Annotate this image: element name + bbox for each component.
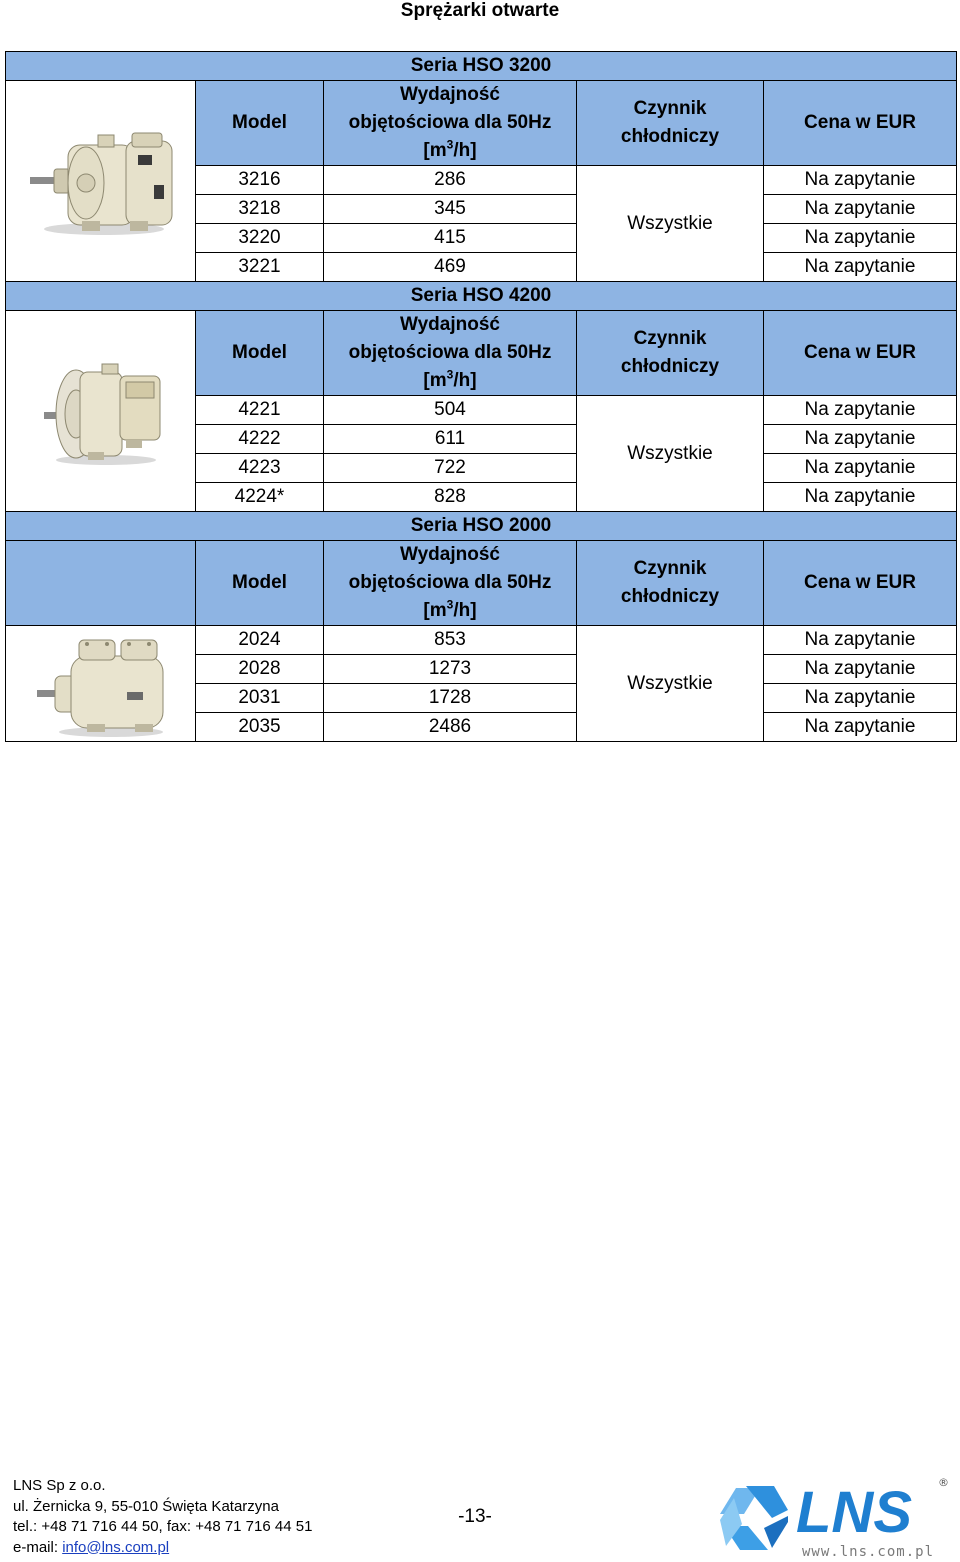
lns-aperture-logo-icon <box>720 1486 788 1550</box>
series-row <box>6 52 957 81</box>
company-phone: tel.: +48 71 716 44 50, fax: +48 71 716 44 51 <box>13 1518 313 1535</box>
table-row <box>6 626 957 655</box>
column-header-refrigerant <box>577 311 764 396</box>
logo-url: www.lns.com.pl <box>802 1544 935 1560</box>
capacity-unit-superscript: 3 <box>446 597 454 612</box>
capacity-label-line2: objętościowa dla 50Hz <box>348 572 552 593</box>
capacity-label-line2: objętościowa dla 50Hz <box>348 342 552 363</box>
price-cell: Na zapytanie <box>764 195 957 224</box>
price-cell: Na zapytanie <box>764 713 957 742</box>
footer-contact <box>13 1476 312 1558</box>
compressor-hso4200-icon <box>36 356 166 466</box>
price-cell: Na zapytanie <box>764 425 957 454</box>
email-link[interactable]: info@lns.com.pl <box>62 1538 170 1556</box>
model-cell: 4222 <box>196 425 324 454</box>
product-image-cell <box>6 81 196 282</box>
price-cell: Na zapytanie <box>764 396 957 425</box>
price-cell: Na zapytanie <box>764 166 957 195</box>
refrigerant-label-line2: chłodniczy <box>620 356 720 377</box>
refrigerant-label-line1: Czynnik <box>633 328 707 349</box>
capacity-cell: 828 <box>324 483 577 512</box>
capacity-cell: 1728 <box>324 684 577 713</box>
refrigerant-cell: Wszystkie <box>577 396 764 512</box>
product-image-cell <box>6 311 196 512</box>
capacity-unit-close: /h] <box>453 370 477 391</box>
price-cell: Na zapytanie <box>764 655 957 684</box>
logo-text: LNS <box>796 1480 912 1545</box>
column-header-capacity <box>324 311 577 396</box>
capacity-unit-close: /h] <box>453 600 477 621</box>
column-header-model: Model <box>196 541 324 626</box>
refrigerant-label-line1: Czynnik <box>633 98 707 119</box>
capacity-unit-superscript: 3 <box>446 137 454 152</box>
model-cell: 4221 <box>196 396 324 425</box>
column-header-price: Cena w EUR <box>764 81 957 166</box>
lns-logo <box>716 1474 952 1560</box>
model-cell: 2024 <box>196 626 324 655</box>
capacity-cell: 345 <box>324 195 577 224</box>
series-title: Seria HSO 4200 <box>6 282 957 311</box>
price-cell: Na zapytanie <box>764 684 957 713</box>
column-header-model: Model <box>196 311 324 396</box>
compressor-hso2000-icon <box>31 630 171 738</box>
capacity-unit-close: /h] <box>453 140 477 161</box>
model-cell: 3221 <box>196 253 324 282</box>
refrigerant-cell: Wszystkie <box>577 626 764 742</box>
column-header-price: Cena w EUR <box>764 311 957 396</box>
series-row <box>6 512 957 541</box>
model-cell: 2028 <box>196 655 324 684</box>
capacity-cell: 2486 <box>324 713 577 742</box>
series-title: Seria HSO 2000 <box>6 512 957 541</box>
model-cell: 3216 <box>196 166 324 195</box>
column-header-refrigerant <box>577 541 764 626</box>
refrigerant-cell: Wszystkie <box>577 166 764 282</box>
image-header-spacer <box>6 541 196 626</box>
capacity-unit-open: [m <box>423 600 447 621</box>
company-email-line <box>13 1538 312 1559</box>
model-cell: 2031 <box>196 684 324 713</box>
capacity-label-line1: Wydajność <box>400 544 500 565</box>
product-image-cell <box>6 626 196 742</box>
column-header-row <box>6 541 957 626</box>
column-header-capacity <box>324 541 577 626</box>
company-name: LNS Sp z o.o. <box>13 1477 106 1494</box>
series-title: Seria HSO 3200 <box>6 52 957 81</box>
column-header-model: Model <box>196 81 324 166</box>
capacity-unit-superscript: 3 <box>446 367 454 382</box>
email-label: e-mail: <box>13 1538 63 1556</box>
logo-registered-mark: ® <box>938 1476 949 1489</box>
price-cell: Na zapytanie <box>764 454 957 483</box>
capacity-cell: 469 <box>324 253 577 282</box>
model-cell: 3220 <box>196 224 324 253</box>
column-header-row <box>6 311 957 396</box>
column-header-capacity <box>324 81 577 166</box>
model-cell: 4224* <box>196 483 324 512</box>
capacity-cell: 504 <box>324 396 577 425</box>
model-cell: 3218 <box>196 195 324 224</box>
capacity-label-line1: Wydajność <box>400 314 500 335</box>
price-cell: Na zapytanie <box>764 483 957 512</box>
price-cell: Na zapytanie <box>764 253 957 282</box>
company-address: ul. Żernicka 9, 55-010 Święta Katarzyna <box>13 1497 279 1515</box>
column-header-refrigerant <box>577 81 764 166</box>
price-cell: Na zapytanie <box>764 224 957 253</box>
capacity-cell: 1273 <box>324 655 577 684</box>
capacity-cell: 853 <box>324 626 577 655</box>
capacity-label-line2: objętościowa dla 50Hz <box>348 112 552 133</box>
refrigerant-label-line2: chłodniczy <box>620 586 720 607</box>
capacity-cell: 722 <box>324 454 577 483</box>
price-table <box>5 51 957 742</box>
page-title: Sprężarki otwarte <box>400 0 560 21</box>
refrigerant-label-line1: Czynnik <box>633 558 707 579</box>
capacity-unit-open: [m <box>423 370 447 391</box>
capacity-unit-open: [m <box>423 140 447 161</box>
refrigerant-label-line2: chłodniczy <box>620 126 720 147</box>
column-header-price: Cena w EUR <box>764 541 957 626</box>
capacity-cell: 415 <box>324 224 577 253</box>
compressor-hso3200-icon <box>26 125 176 237</box>
capacity-cell: 611 <box>324 425 577 454</box>
column-header-row <box>6 81 957 166</box>
capacity-cell: 286 <box>324 166 577 195</box>
price-cell: Na zapytanie <box>764 626 957 655</box>
model-cell: 4223 <box>196 454 324 483</box>
page-number: -13- <box>458 1506 492 1527</box>
model-cell: 2035 <box>196 713 324 742</box>
capacity-label-line1: Wydajność <box>400 84 500 105</box>
series-row <box>6 282 957 311</box>
